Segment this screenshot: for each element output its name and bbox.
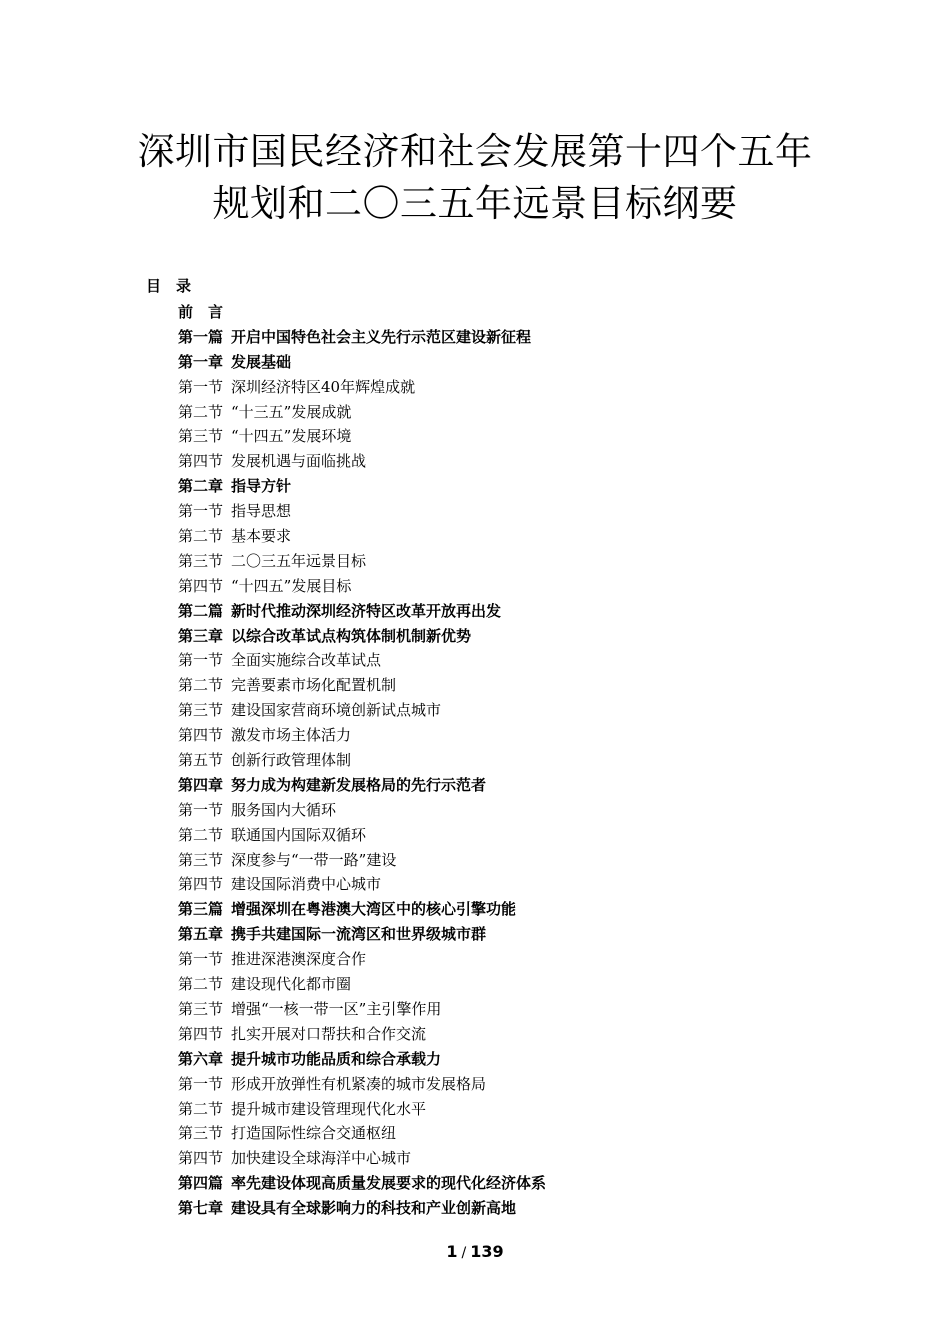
toc-heading: 目 录 [146,277,192,295]
toc-entry[interactable] [178,798,546,823]
toc-entry-label: 第一节 [178,1074,224,1093]
toc-entry-text: 以综合改革试点构筑体制机制新优势 [231,626,472,645]
toc-entry[interactable] [178,449,546,474]
toc-entry-label: 第二节 [178,975,224,994]
toc-entry-label: 第二节 [178,1099,224,1118]
toc-entry-text: 深圳经济特区40年辉煌成就 [231,377,416,396]
toc-entry-text: 激发市场主体活力 [231,726,352,745]
toc-entry-label: 第四节 [178,726,224,745]
toc-entry-label: 第二节 [178,402,224,421]
toc-entry-text: 提升城市建设管理现代化水平 [231,1099,427,1118]
toc-entry[interactable] [178,1022,546,1047]
toc-entry-text: 发展机遇与面临挑战 [231,452,367,471]
toc-entry-label: 第四节 [178,1149,224,1168]
page-separator: / [461,1245,467,1261]
toc-entry[interactable] [178,325,546,350]
toc-list [178,300,546,1221]
toc-entry-text: “十三五”发展成就 [231,402,352,421]
toc-entry[interactable] [178,897,546,922]
toc-entry-label: 第一节 [178,950,224,969]
toc-entry-text: 建设国家营商环境创新试点城市 [231,701,442,720]
toc-entry-text: 开启中国特色社会主义先行示范区建设新征程 [231,327,532,346]
toc-entry-label: 第四节 [178,1024,224,1043]
toc-entry-text: 推进深港澳深度合作 [231,950,367,969]
toc-entry[interactable] [178,424,546,449]
toc-entry[interactable] [178,474,546,499]
toc-entry[interactable] [178,1072,546,1097]
toc-entry[interactable] [178,723,546,748]
toc-entry-label: 第五节 [178,751,224,770]
toc-entry[interactable] [178,350,546,375]
toc-entry-text: 联通国内国际双循环 [231,825,367,844]
toc-entry-text: 创新行政管理体制 [231,751,352,770]
toc-entry[interactable] [178,1097,546,1122]
toc-entry-text: 指导方针 [231,477,292,496]
toc-entry-text: 建设具有全球影响力的科技和产业创新高地 [231,1199,517,1218]
toc-entry-label: 第三节 [178,1124,224,1143]
toc-entry-text: 建设现代化都市圈 [231,975,352,994]
toc-entry[interactable] [178,1146,546,1171]
toc-entry-label: 第二节 [178,527,224,546]
toc-entry-text: 发展基础 [231,352,292,371]
toc-entry-text: 服务国内大循环 [231,800,337,819]
toc-entry-label: 第一节 [178,651,224,670]
toc-entry-label: 第三节 [178,551,224,570]
toc-entry[interactable] [178,624,546,649]
toc-entry[interactable] [178,972,546,997]
toc-entry[interactable] [178,748,546,773]
toc-entry-text: 增强“一核一带一区”主引擎作用 [231,999,442,1018]
toc-entry[interactable] [178,1121,546,1146]
toc-entry[interactable] [178,823,546,848]
toc-entry[interactable] [178,698,546,723]
toc-entry[interactable] [178,549,546,574]
toc-entry[interactable] [178,848,546,873]
toc-entry-text: 努力成为构建新发展格局的先行示范者 [231,775,487,794]
toc-entry-text: 形成开放弹性有机紧凑的城市发展格局 [231,1074,487,1093]
toc-entry[interactable] [178,300,546,325]
toc-entry-text: 提升城市功能品质和综合承载力 [231,1049,442,1068]
toc-entry-label: 第三节 [178,999,224,1018]
toc-entry-text: 建设国际消费中心城市 [231,875,382,894]
toc-entry-label: 第四节 [178,576,224,595]
toc-entry-label: 第四节 [178,875,224,894]
toc-entry[interactable] [178,773,546,798]
toc-entry-text: 二〇三五年远景目标 [231,551,367,570]
toc-entry-text: 完善要素市场化配置机制 [231,676,397,695]
page-current: 1 [446,1242,458,1261]
toc-entry[interactable] [178,648,546,673]
toc-entry[interactable] [178,673,546,698]
toc-entry[interactable] [178,947,546,972]
toc-entry[interactable] [178,1047,546,1072]
toc-entry-label: 第一章 [178,352,224,371]
toc-entry-label: 第三篇 [178,900,224,919]
toc-entry-text: 指导思想 [231,502,292,521]
toc-entry[interactable] [178,574,546,599]
toc-entry[interactable] [178,922,546,947]
toc-entry-label: 第二节 [178,825,224,844]
toc-entry-text: 加快建设全球海洋中心城市 [231,1149,412,1168]
toc-entry-label: 第三节 [178,701,224,720]
toc-entry-text: 携手共建国际一流湾区和世界级城市群 [231,925,487,944]
toc-entry[interactable] [178,375,546,400]
toc-entry-text: “十四五”发展环境 [231,427,352,446]
toc-entry-label: 第六章 [178,1049,224,1068]
toc-entry-label: 第一节 [178,800,224,819]
toc-entry-label: 第五章 [178,925,224,944]
toc-entry[interactable] [178,499,546,524]
toc-entry[interactable] [178,524,546,549]
page-total: 139 [470,1242,504,1261]
toc-entry[interactable] [178,997,546,1022]
toc-entry-label: 第四章 [178,775,224,794]
toc-entry-label: 第四篇 [178,1174,224,1193]
toc-entry-label: 第二章 [178,477,224,496]
toc-entry-text: 深度参与“一带一路”建设 [231,850,397,869]
page-number [0,1242,950,1263]
toc-entry-text: “十四五”发展目标 [231,576,352,595]
toc-entry-label: 第三章 [178,626,224,645]
toc-entry-label: 第二节 [178,676,224,695]
toc-entry-label: 第七章 [178,1199,224,1218]
toc-entry-label: 第三节 [178,427,224,446]
toc-entry-text: 打造国际性综合交通枢纽 [231,1124,397,1143]
toc-entry[interactable] [178,1171,546,1196]
toc-entry[interactable] [178,872,546,897]
toc-entry-label: 第一节 [178,502,224,521]
toc-entry-text: 新时代推动深圳经济特区改革开放再出发 [231,601,502,620]
toc-entry-text: 增强深圳在粤港澳大湾区中的核心引擎功能 [231,900,517,919]
toc-entry[interactable] [178,599,546,624]
toc-entry-label: 前 言 [178,303,224,321]
document-title-line-2: 规划和二〇三五年远景目标纲要 [212,182,738,225]
toc-entry-text: 全面实施综合改革试点 [231,651,382,670]
toc-entry-text: 扎实开展对口帮扶和合作交流 [231,1024,427,1043]
document-title-line-1: 深圳市国民经济和社会发展第十四个五年 [137,130,813,173]
toc-entry[interactable] [178,400,546,425]
toc-entry-label: 第四节 [178,452,224,471]
toc-entry[interactable] [178,1196,546,1221]
toc-entry-text: 率先建设体现高质量发展要求的现代化经济体系 [231,1174,547,1193]
toc-entry-label: 第二篇 [178,601,224,620]
toc-entry-text: 基本要求 [231,527,292,546]
toc-entry-label: 第一篇 [178,327,224,346]
toc-entry-label: 第一节 [178,377,224,396]
toc-entry-label: 第三节 [178,850,224,869]
